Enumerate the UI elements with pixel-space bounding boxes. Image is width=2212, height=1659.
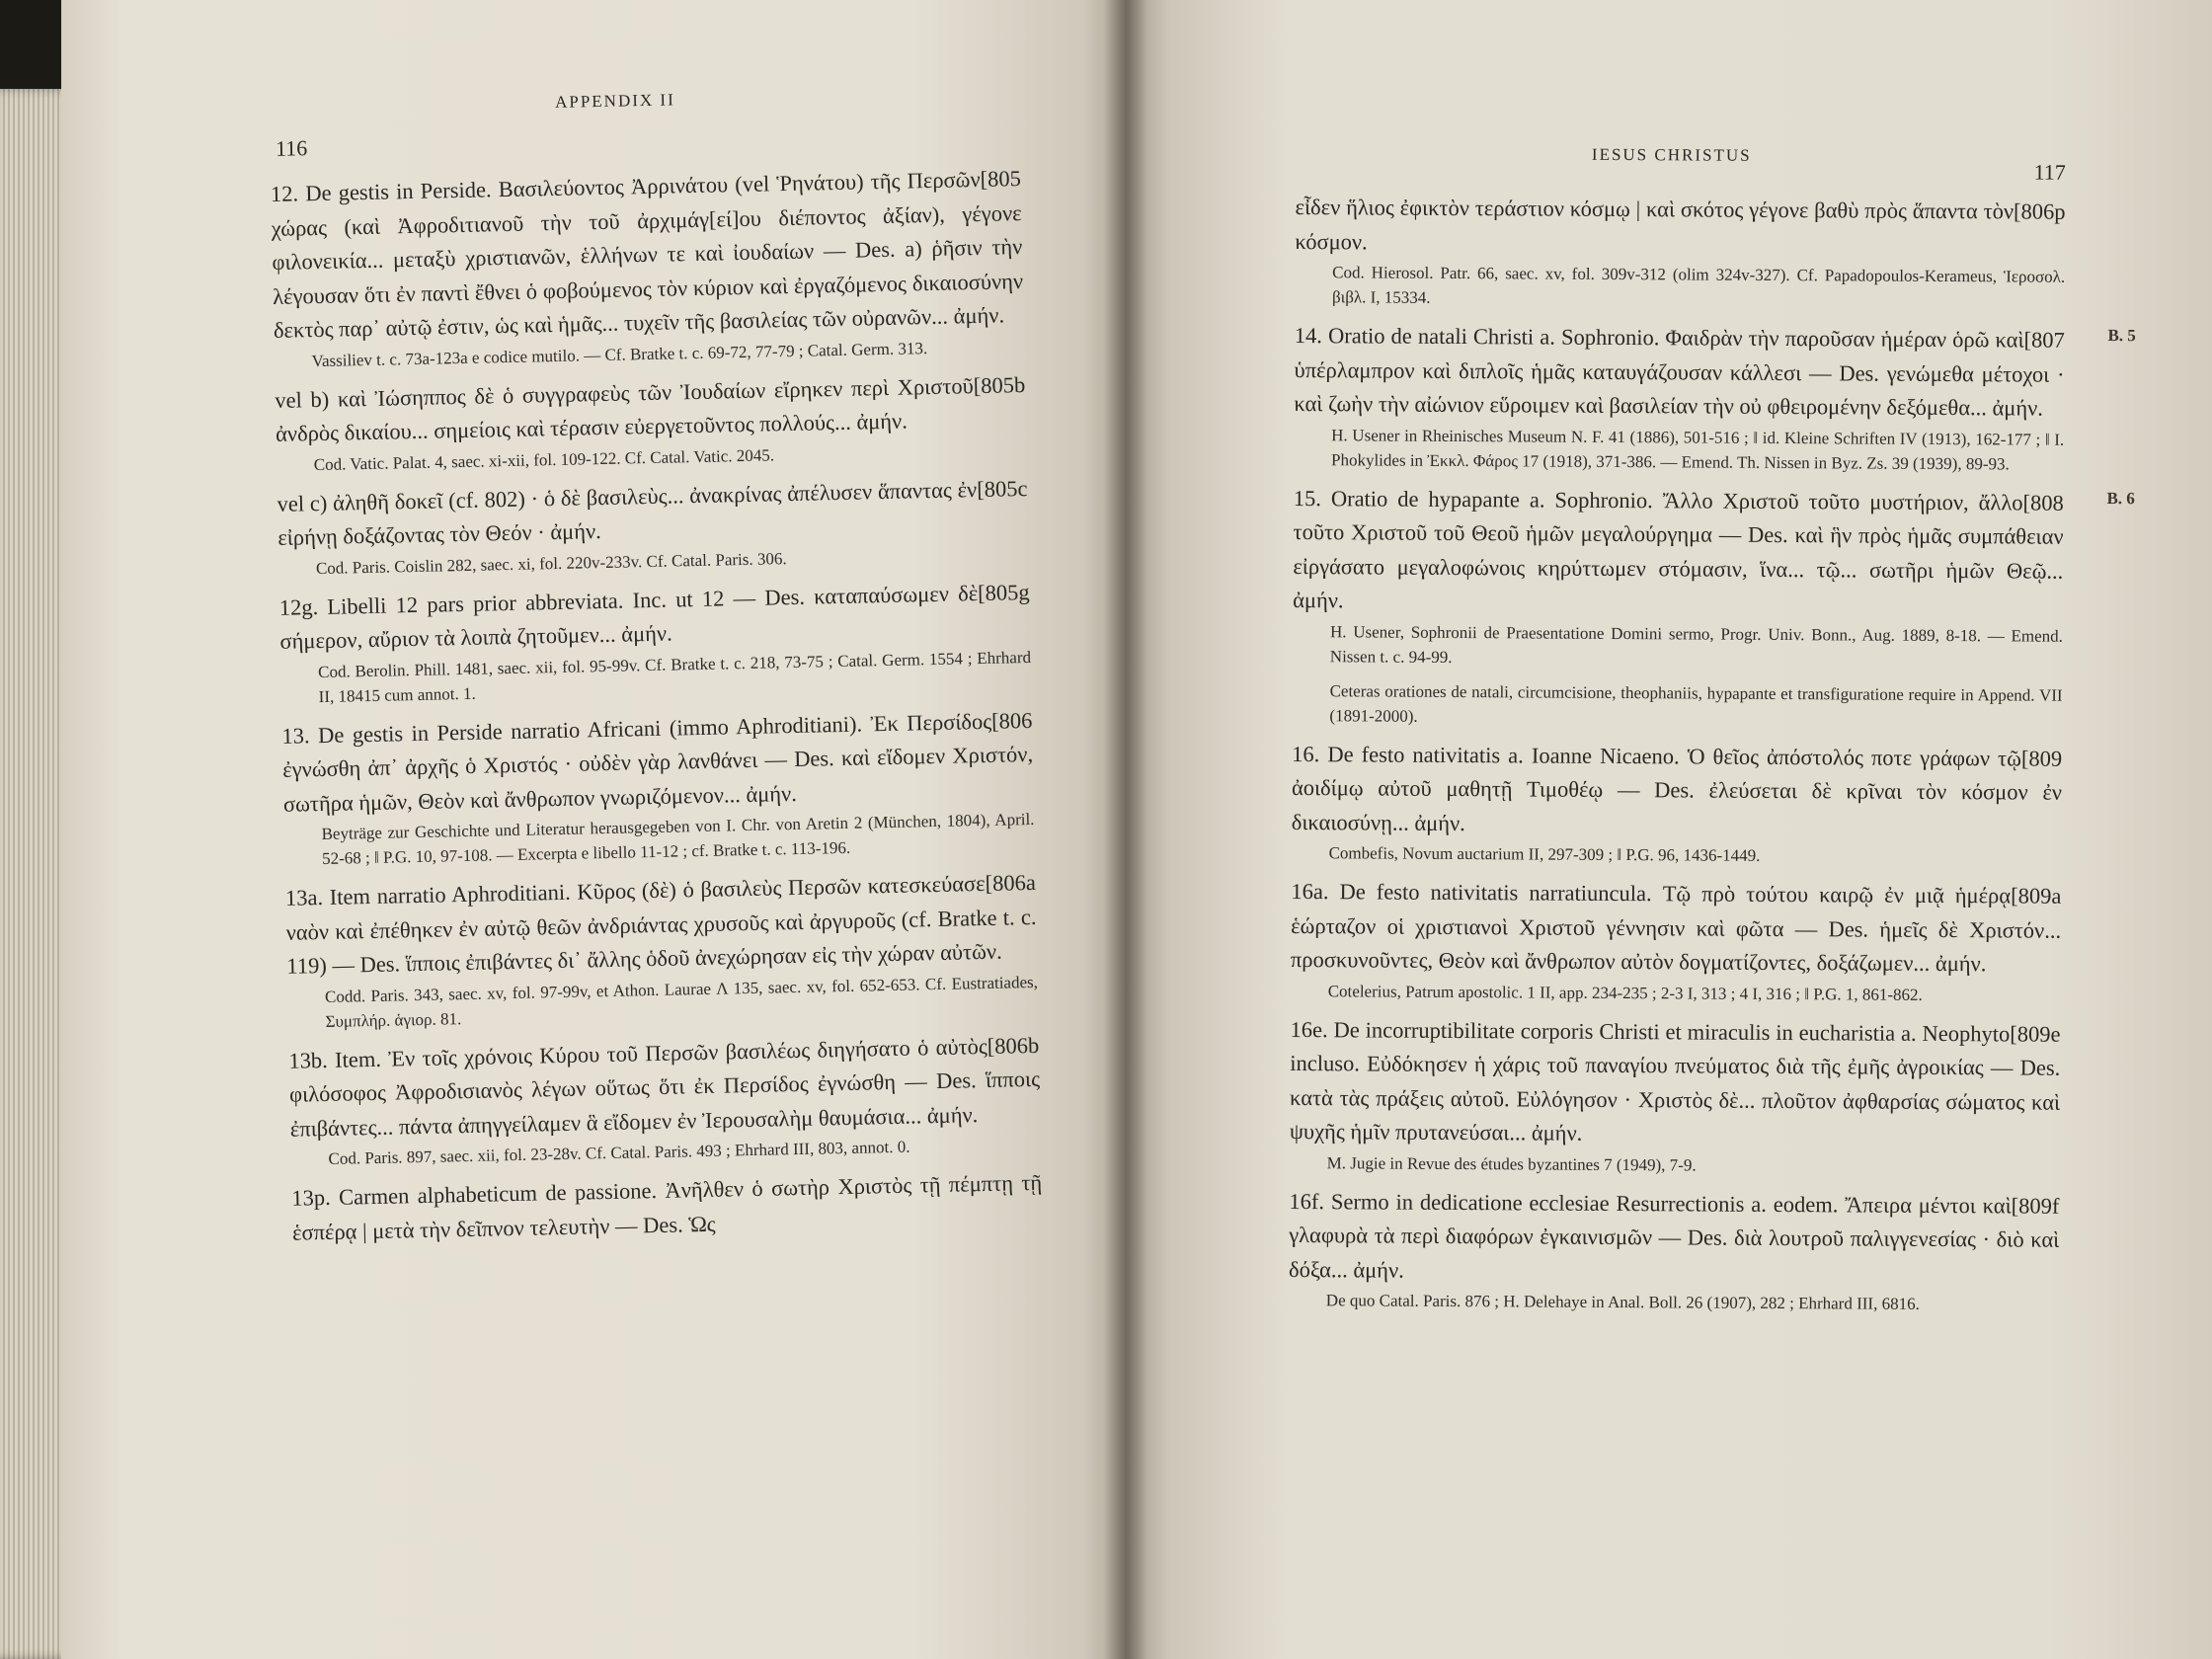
- margin-note: B. 6: [2106, 488, 2135, 508]
- entry-ref: [807: [2023, 327, 2065, 353]
- page-number: 116: [275, 135, 308, 161]
- entry: [281, 703, 1035, 871]
- page-number: 117: [2033, 159, 2066, 185]
- entry-ref: [806b: [987, 1032, 1040, 1059]
- entry: [278, 575, 1031, 709]
- entry-ref: [809f: [2011, 1192, 2060, 1219]
- entry-text: 14. Oratio de natali Christi a. Sophronio. Φαιδρὰν τὴν παροῦσαν ἡμέραν ὁρῶ καὶ ὑπέρλαμπρον καὶ διπλοῖς ἡμᾶς καταυγάζουσαν κάλλεσι — Des. γενώμεθα μέτοχοι · καὶ ζωὴν τὴν αἰώνιον εὕροιμεν καὶ βασιλείαν τὴν οὐ φθειρομένην δεξόμεθα... ἀμήν.: [1294, 322, 2065, 421]
- entry-ref: [809e: [2010, 1020, 2061, 1047]
- entry: [1295, 191, 2066, 314]
- entry: [285, 866, 1039, 1034]
- entry-note: Ceteras orationes de natali, circumcisione, theophaniis, hypapante et transfiguratione require in Append. VII (1891-2000).: [1329, 680, 2063, 726]
- entry-note: M. Jugie in Revue des études byzantines 7 (1949), 7-9.: [1326, 1152, 1697, 1174]
- entry: [1294, 319, 2136, 476]
- margin-note: B. 5: [2107, 326, 2136, 346]
- entry-text: 13p. Carmen alphabeticum de passione. Ἀνῆλθεν ὁ σωτὴρ Χριστὸς τῇ πέμπτῃ τῇ ἑσπέρᾳ | μετὰ τὴν δεῖπνον τελευτὴν — Des. Ὡς: [291, 1169, 1043, 1245]
- entry-note: Cod. Vatic. Palat. 4, saec. xi-xii, fol. 109-122. Cf. Catal. Vatic. 2045.: [313, 444, 775, 474]
- entry-text: εἶδεν ἥλιος ἐφικτὸν τεράστιον κόσμῳ | καὶ σκότος γέγονε βαθὺ πρὸς ἅπαντα τὸν κόσμον.: [1295, 194, 2014, 254]
- entry-note: Vassiliev t. c. 73a-123a e codice mutilo. — Cf. Bratke t. c. 69-72, 77-79 ; Catal. Germ. 313.: [311, 338, 928, 370]
- entry: [275, 368, 1027, 478]
- entry: [276, 471, 1029, 581]
- entry: [1293, 481, 2135, 672]
- entry-text: 12. De gestis in Perside. Βασιλεύοντος Ἀρρινάτου (vel Ῥηνάτου) τῆς Περσῶν χώρας (καὶ Ἀφροδιτιανοῦ τὴν τοῦ ἀρχιμάγ[εί]ου διέποντος ἀξίαν), γέγονε φιλονεικία... μεταξὺ χριστιανῶν, ἑλλήνων τε καὶ ἰουδαίων — Des. a) ῥῆσιν τὴν λέγουσαν ὅτι ἐν παντὶ ἔθνει ὁ φοβούμενος τὸν κύριον καὶ ἐργαζόμενος δικαιοσύνην δεκτὸς παρ᾽ αὐτῷ ἐστιν, ὡς καὶ ἡμᾶς... τυχεῖν τῆς βασιλείας τῶν οὐρανῶν... ἀμήν.: [270, 166, 1024, 343]
- entry-note: De quo Catal. Paris. 876 ; H. Delehaye in Anal. Boll. 26 (1907), 282 ; Ehrhard III, 6816.: [1325, 1291, 1920, 1313]
- entry-note: Combefis, Novum auctarium II, 297-309 ; ‖ P.G. 96, 1436-1449.: [1328, 843, 1761, 865]
- entry-ref: [805b: [973, 371, 1026, 398]
- entry-note: H. Usener in Rheinisches Museum N. F. 41 (1886), 501-516 ; ‖ id. Kleine Schriften IV (1913), 162-177 ; ‖ I. Phokylides in Ἐκκλ. Φάρος 17 (1918), 371-386. — Emend. Th. Nissen in Byz. Zs. 39 (1939), 89-93.: [1330, 425, 2065, 473]
- entry: [288, 1028, 1042, 1171]
- entry: [291, 1166, 1043, 1250]
- entry-text: 16f. Sermo in dedicatione ecclesiae Resurrectionis a. eodem. Ἄπειρα μέντοι καὶ γλαφυρὰ τὰ περὶ διαφόρων ἐγκαινισμῶν — Des. διὰ λουτροῦ παλιγγενεσίας · διὸ καὶ δόξα... ἀμήν.: [1288, 1188, 2060, 1283]
- entry-text: 16. De festo nativitatis a. Ioanne Nicaeno. Ὁ θεῖος ἀπόστολός ποτε γράφων τῷ ἀοιδίμῳ αὐτοῦ μαθητῇ Τιμοθέῳ — Des. ἐλεύσεται δὲ κρῖναι τὸν κόσμον ἐν δικαιοσύνῃ... ἀμήν.: [1291, 741, 2063, 835]
- running-head: APPENDIX II: [554, 90, 675, 112]
- entry: [1290, 1012, 2061, 1179]
- entry-ref: [805c: [976, 475, 1028, 502]
- entry: [1289, 1184, 2060, 1316]
- entry-text: vel b) καὶ Ἰώσηππος δὲ ὁ συγγραφεὺς τῶν Ἰουδαίων εἴρηκεν περὶ Χριστοῦ ἀνδρὸς δικαίου... σημείοις καὶ τέρασιν εὐεργετοῦντος πολλούς... ἀμήν.: [275, 372, 974, 446]
- entry-text: 13b. Item. Ἐν τοῖς χρόνοις Κύρου τοῦ Περσῶν βασιλέως διηγήσατο ὁ αὐτὸς φιλόσοφος Ἀφροδισιανὸς λέγων οὕτως ὅτι ἐκ Περσίδος ἐγνώσθη — Des. ἵπποις ἐπιβάντες... πάντα ἀπηγγείλαμεν ἃ εἴδομεν ἐν Ἰερουσαλὴμ θαυμάσια... ἀμήν.: [288, 1033, 1041, 1142]
- entry-note: H. Usener, Sophronii de Praesentatione Domini sermo, Progr. Univ. Bonn., Aug. 1889, 8-18. — Emend. Nissen t. c. 94-99.: [1329, 621, 2064, 667]
- book-gutter: [1104, 0, 1147, 1659]
- entry: [1291, 875, 2062, 1007]
- entry-text: 15. Oratio de hypapante a. Sophronio. Ἄλλο Χριστοῦ τοῦτο μυστήριον, ἄλλο τοῦτο Χριστοῦ τοῦ Θεοῦ ἡμῶν μεγαλούργημα — Des. καὶ ἣν πρὸς ἡμᾶς συμπάθειαν εἰργάσατο μεγαλοφώνοις κηρύττωμεν στόμασιν, ἵνα... τῷ... σωτῆρι ἡμῶν Θεῷ... ἀμήν.: [1293, 485, 2064, 613]
- entry-ref: [809: [2020, 746, 2063, 771]
- entry-note: Beyträge zur Geschichte und Literatur herausgegeben von I. Chr. von Aretin 2 (München, 1804), April. 52-68 ; ‖ P.G. 10, 97-108. — Excerpta e libello 11-12 ; cf. Bratke t. c. 113-196.: [321, 809, 1035, 869]
- entry-ref: [806: [990, 707, 1033, 734]
- entry-list: [271, 162, 1044, 1260]
- entry-text: vel c) ἀληθῆ δοκεῖ (cf. 802) · ὁ δὲ βασιλεὺς... ἀνακρίνας ἀπέλυσεν ἅπαντας ἐν εἰρήνῃ δοξάζοντας τὸν Θεόν · ἀμήν.: [276, 476, 978, 550]
- entry-text: 13a. Item narratio Aphroditiani. Κῦρος (δὲ) ὁ βασιλεὺς Περσῶν κατεσκεύασε ναὸν καὶ ἐπέθηκεν ἐν αὐτῷ θεῶν ἀνδριάντας χρυσοῦς καὶ ἀργυροῦς (cf. Bratke t. c. 119) — Des. ἵπποις ἐπιβάντες δι᾽ ἄλλης ὁδοῦ ἀνεχώρησαν εἰς τὴν χώραν αὐτῶν.: [284, 870, 1037, 979]
- entry: [271, 162, 1025, 373]
- entry-note: Cod. Paris. 897, saec. xii, fol. 23-28v. Cf. Catal. Paris. 493 ; Ehrhard III, 803, annot. 0.: [328, 1137, 910, 1168]
- entry-text: 13. De gestis in Perside narratio Africani (immo Aphroditiani). Ἐκ Περσίδος ἐγνώσθη ἀπ᾽ ἀρχῆς ὁ Χριστός · οὐδὲν γὰρ λανθάνει — Des. καὶ εἴδομεν Χριστόν, σωτῆρα ἡμῶν, Θεὸν καὶ ἄνθρωπον γνωριζόμενον... ἀμήν.: [281, 708, 1034, 817]
- entry-note: Cod. Berolin. Phill. 1481, saec. xii, fol. 95-99v. Cf. Bratke t. c. 218, 73-75 ; Catal. Germ. 1554 ; Ehrhard II, 18415 cum annot. 1.: [317, 647, 1032, 706]
- entry-text: 12g. Libelli 12 pars prior abbreviata. Inc. ut 12 — Des. καταπαύσωμεν δὲ σήμερον, αὔριον τὰ λοιπὰ ζητοῦμεν... ἀμήν.: [278, 580, 979, 654]
- entry-note: Cod. Paris. Coislin 282, saec. xi, fol. 220v-233v. Cf. Catal. Paris. 306.: [315, 548, 787, 578]
- entry-ref: [806p: [2014, 198, 2066, 224]
- entry-ref: [808: [2022, 490, 2064, 515]
- entry-ref: [805g: [977, 579, 1030, 605]
- entry-ref: [806a: [985, 869, 1037, 896]
- entry-text: 16a. De festo nativitatis narratiuncula. Τῷ πρὸ τούτου καιρῷ ἐν μιᾷ ἡμέρᾳ ἑώρταζον οἱ χριστιανοὶ Χριστοῦ γέννησιν καὶ φῶτα — Des. ἡμεῖς δὲ Χριστόν... προσκυνοῦντες, Θεὸν καὶ ἄνθρωπον αὐτὸν δογματίζοντες, δοξάζωμεν... ἀμήν.: [1290, 878, 2062, 977]
- entry-note: Codd. Paris. 343, saec. xv, fol. 97-99v, et Athon. Laurae Λ 135, saec. xv, fol. 652-653. Cf. Eustratiades, Συμπλήρ. ἁγιορ. 81.: [324, 972, 1039, 1031]
- entry-text: 16e. De incorruptibilitate corporis Christi et miraculis in eucharistia a. Neophyto incluso. Εὐδόκησεν ἡ χάρις τοῦ παναγίου πνεύματος διὰ τῆς ἐμῆς ἀγροικίας — Des. κατὰ τὰς πράξεις αὐτοῦ. Εὐλόγησον · Χριστὸς δὲ... πλοῦτον ἀφθαρσίας σώματος καὶ ψυχῆς ἡμῖν πρυτανεύσαι... ἀμήν.: [1289, 1016, 2061, 1146]
- entry-note: Cod. Hierosol. Patr. 66, saec. xv, fol. 309v-312 (olim 324v-327). Cf. Papadopoulos-Kerameus, Ἱεροσολ. βιβλ. I, 15334.: [1331, 263, 2066, 307]
- entry-list: [1288, 191, 2136, 1327]
- running-head: IESUS CHRISTUS: [1591, 144, 1752, 165]
- entry-ref: [809a: [2011, 883, 2062, 908]
- entry: [1292, 677, 2062, 732]
- entry: [1292, 737, 2063, 869]
- entry-note: Cotelerius, Patrum apostolic. 1 II, app. 234-235 ; 2-3 I, 313 ; 4 I, 316 ; ‖ P.G. 1, 861-862.: [1327, 981, 1923, 1004]
- entry-ref: [805: [980, 166, 1022, 192]
